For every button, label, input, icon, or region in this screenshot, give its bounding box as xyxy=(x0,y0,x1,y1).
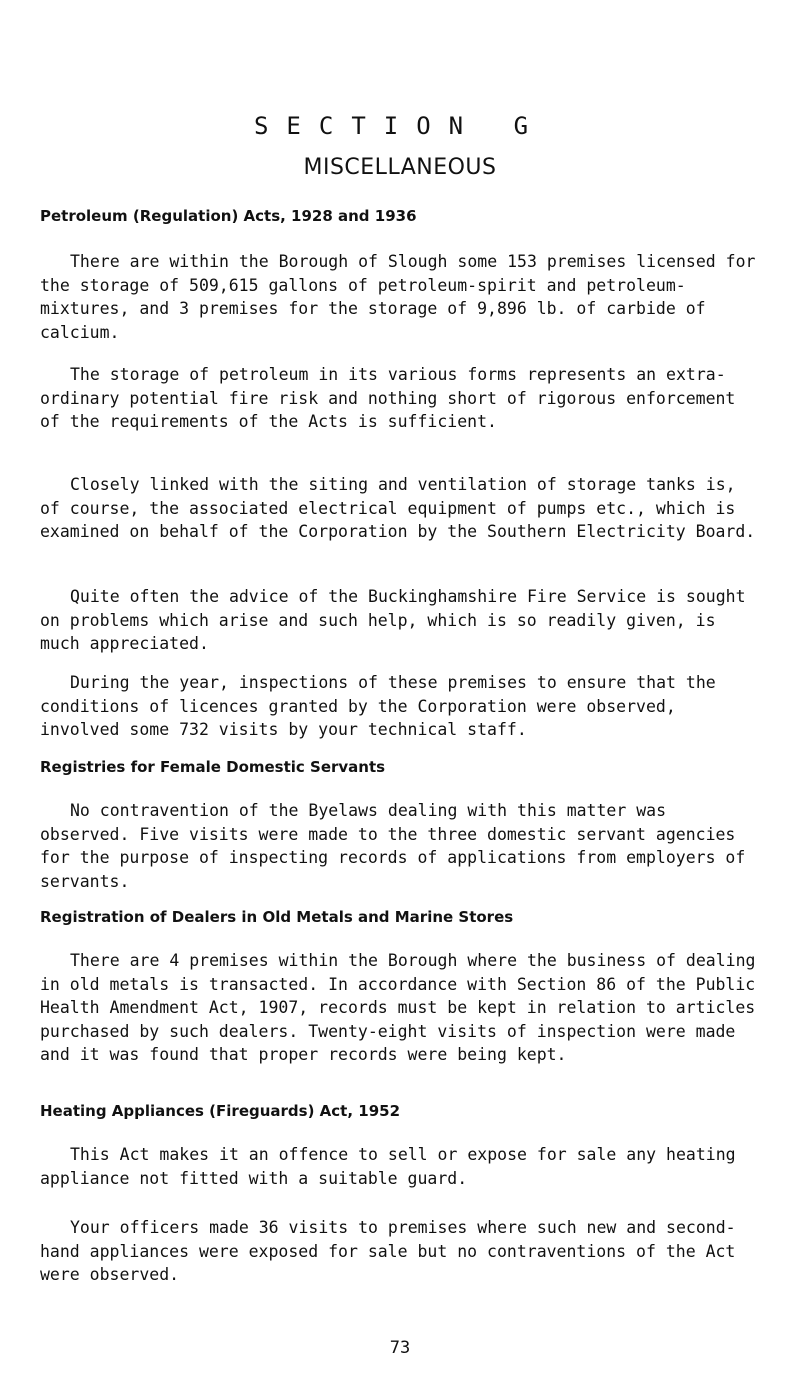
petroleum-paragraph-1 xyxy=(40,250,760,344)
page-number: 73 xyxy=(389,1338,411,1358)
petroleum-paragraph-2 xyxy=(40,363,760,434)
heating-paragraph-1 xyxy=(40,1143,760,1190)
paragraph-text: During the year, inspections of these premises to ensure that the conditions of licences granted by the Corporation were observed, involved some 732 visits by your technical staff. xyxy=(40,673,716,739)
paragraph-text: This Act makes it an offence to sell or expose for sale any heating appliance not fitted with a suitable guard. xyxy=(40,1145,736,1188)
dealers-heading: Registration of Dealers in Old Metals and Marine Stores xyxy=(40,908,514,926)
paragraph-text: There are 4 premises within the Borough where the business of dealing in old metals is transacted. In accordance with Section 86 of the Public Health Amendment Act, 1907, records must be kept in relation to articles purchased by such dealers. Twenty-eight visits of inspection were made and it was found that proper records were being kept. xyxy=(40,951,756,1064)
registries-heading: Registries for Female Domestic Servants xyxy=(40,758,386,776)
paragraph-text: The storage of petroleum in its various forms represents an extra-ordinary potential fire risk and nothing short of rigorous enforcement of the requirements of the Acts is sufficient. xyxy=(40,365,736,431)
paragraph-text: Your officers made 36 visits to premises where such new and second-hand appliances were exposed for sale but no contraventions of the Act were observed. xyxy=(40,1218,736,1284)
paragraph-text: Quite often the advice of the Buckinghamshire Fire Service is sought on problems which arise and such help, which is so readily given, is much appreciated. xyxy=(40,587,746,653)
heating-heading: Heating Appliances (Fireguards) Act, 1952 xyxy=(40,1102,401,1120)
heating-paragraph-2 xyxy=(40,1216,760,1287)
paragraph-text: Closely linked with the siting and ventilation of storage tanks is, of course, the associated electrical equipment of pumps etc., which is examined on behalf of the Corporation by the Southern Electricity Board. xyxy=(40,475,756,541)
paragraph-text: No contravention of the Byelaws dealing with this matter was observed. Five visits were made to the three domestic servant agencies for the purpose of inspecting records of applications from employers of servants. xyxy=(40,801,746,891)
petroleum-heading: Petroleum (Regulation) Acts, 1928 and 1936 xyxy=(40,207,417,225)
paragraph-text: There are within the Borough of Slough some 153 premises licensed for the storage of 509,615 gallons of petroleum-spirit and petroleum-mixtures, and 3 premises for the storage of 9,896 lb. of carbide of calcium. xyxy=(40,252,756,342)
dealers-paragraph-1 xyxy=(40,949,760,1067)
section-subtitle: MISCELLANEOUS xyxy=(303,155,497,180)
petroleum-paragraph-5 xyxy=(40,671,760,742)
section-title: SECTION G xyxy=(253,112,547,140)
registries-paragraph-1 xyxy=(40,799,760,893)
petroleum-paragraph-3 xyxy=(40,473,760,544)
petroleum-paragraph-4 xyxy=(40,585,760,656)
